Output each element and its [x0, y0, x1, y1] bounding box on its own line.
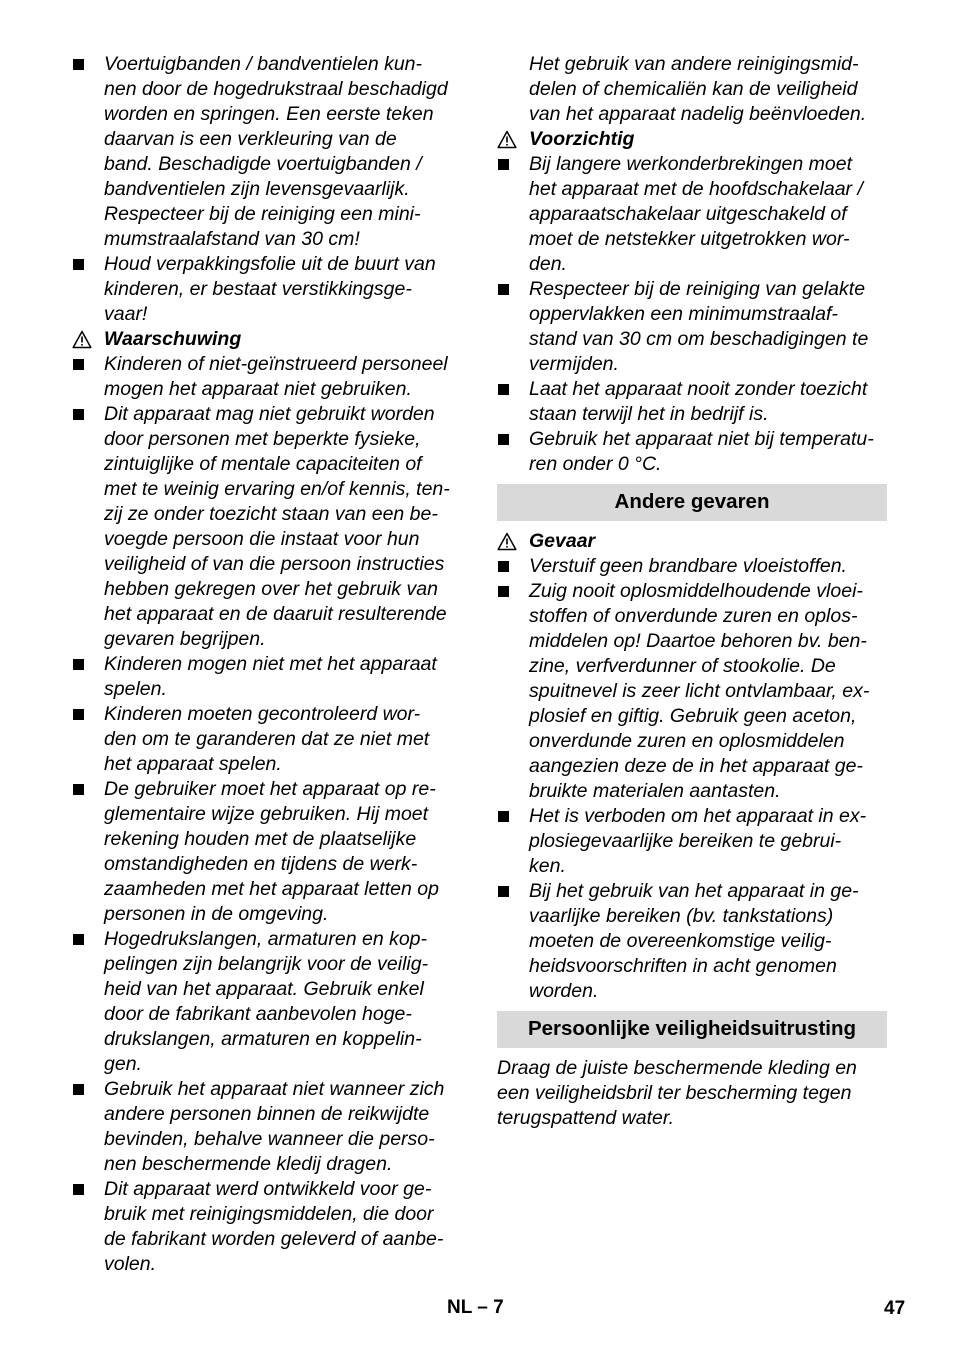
list-item	[72, 402, 462, 652]
text-line: veiligheid of van die persoon instructies	[104, 553, 445, 575]
text-line: bevinden, behalve wanneer die perso-	[104, 1128, 435, 1150]
text-line: volen.	[104, 1253, 157, 1275]
footer-section-label: NL – 7	[447, 1297, 504, 1318]
list-item	[72, 352, 462, 402]
text-line: bandventielen zijn levensgevaarlijk.	[104, 178, 410, 200]
text-line: personen in de omgeving.	[104, 903, 329, 925]
text-line: aangezien deze de in het apparaat ge-	[529, 755, 863, 777]
bullet-square-icon	[73, 409, 84, 420]
text-line: Bij het gebruik van het apparaat in ge-	[529, 880, 859, 902]
bullet-square-icon	[73, 259, 84, 270]
text-line: bruik met reinigingsmiddelen, die door	[104, 1203, 434, 1225]
text-line: glementaire wijze gebruiken. Hij moet	[104, 803, 429, 825]
text-line: het apparaat met de hoofdschakelaar /	[529, 178, 863, 200]
list-item	[497, 579, 887, 804]
text-line: Respecteer bij de reiniging van gelakte	[529, 278, 866, 300]
body-paragraph	[497, 1056, 887, 1131]
text-line: nen beschermende kledij dragen.	[104, 1153, 393, 1175]
text-line: Respecteer bij de reiniging een mini-	[104, 203, 421, 225]
text-line: de fabrikant worden geleverd of aanbe-	[104, 1228, 444, 1250]
list-item	[72, 927, 462, 1077]
bullet-square-icon	[498, 886, 509, 897]
text-line: Draag de juiste beschermende kleding en	[497, 1057, 857, 1079]
text-line: kinderen, er bestaat verstikkingsge-	[104, 278, 412, 300]
list-item	[497, 427, 887, 477]
text-line: hebben gekregen over het gebruik van	[104, 578, 438, 600]
bullet-square-icon	[73, 784, 84, 795]
text-line: middelen op! Daartoe behoren bv. ben-	[529, 630, 867, 652]
text-line: zine, verfverdunner of stookolie. De	[529, 655, 836, 677]
text-line: delen of chemicaliën kan de veiligheid	[529, 78, 858, 100]
list-item	[72, 252, 462, 327]
text-line: door de fabrikant aanbevolen hoge-	[104, 1003, 412, 1025]
text-line: het apparaat en de daaruit resulterende	[104, 603, 447, 625]
page-number: 47	[884, 1298, 906, 1319]
text-line: zintuiglijke of mentale capaciteiten of	[104, 453, 422, 475]
text-line: heid van het apparaat. Gebruik enkel	[104, 978, 424, 1000]
list-item	[497, 152, 887, 277]
bullet-square-icon	[73, 1184, 84, 1195]
text-line: bruikte materialen aantasten.	[529, 780, 781, 802]
section-heading-andere-gevaren: Andere gevaren	[497, 484, 887, 521]
text-line: Dit apparaat werd ontwikkeld voor ge-	[104, 1178, 432, 1200]
bullet-square-icon	[498, 811, 509, 822]
text-line: heidsvoorschriften in acht genomen	[529, 955, 837, 977]
text-line: onverdunde zuren en oplosmiddelen	[529, 730, 845, 752]
text-line: mumstraalafstand van 30 cm!	[104, 228, 360, 250]
text-line: nen door de hogedrukstraal beschadigd	[104, 78, 448, 100]
bullet-square-icon	[498, 434, 509, 445]
text-line: spuitnevel is zeer licht ontvlambaar, ex-	[529, 680, 870, 702]
text-line: met te weinig ervaring en/of kennis, ten-	[104, 478, 450, 500]
bullet-square-icon	[73, 659, 84, 670]
list-item	[72, 652, 462, 702]
text-line: zij ze onder toezicht staan van een be-	[104, 503, 438, 525]
danger-heading	[497, 529, 887, 554]
text-line: Kinderen of niet-geïnstrueerd personeel	[104, 353, 448, 375]
list-item	[497, 277, 887, 377]
text-line: gevaren begrijpen.	[104, 628, 266, 650]
list-item	[497, 804, 887, 879]
bullet-square-icon	[73, 359, 84, 370]
text-line: pelingen zijn belangrijk voor de veilig-	[104, 953, 429, 975]
text-line: den.	[529, 253, 567, 275]
text-line: rekening houden met de plaatselijke	[104, 828, 417, 850]
text-line: vaarlijke bereiken (bv. tankstations)	[529, 905, 834, 927]
text-line: oppervlakken een minimumstraalaf-	[529, 303, 838, 325]
text-line: moet de netstekker uitgetrokken wor-	[529, 228, 850, 250]
caution-label: Voorzichtig	[529, 128, 635, 150]
text-line: Kinderen moeten gecontroleerd wor-	[104, 703, 421, 725]
text-line: vermijden.	[529, 353, 619, 375]
warning-triangle-icon	[72, 330, 92, 349]
caution-heading	[497, 127, 887, 152]
text-line: andere personen binnen de reikwijdte	[104, 1103, 430, 1125]
text-line: gen.	[104, 1053, 142, 1075]
bullet-square-icon	[498, 284, 509, 295]
text-line: Laat het apparaat nooit zonder toezicht	[529, 378, 868, 400]
text-line: Bij langere werkonderbrekingen moet	[529, 153, 853, 175]
text-line: het apparaat spelen.	[104, 753, 282, 775]
text-line: Verstuif geen brandbare vloeistoffen.	[529, 555, 847, 577]
text-line: drukslangen, armaturen en koppelin-	[104, 1028, 422, 1050]
text-line: voegde persoon die instaat voor hun	[104, 528, 420, 550]
text-line: Het gebruik van andere reinigingsmid-	[529, 53, 859, 75]
list-item	[72, 1177, 462, 1277]
text-line: Kinderen mogen niet met het apparaat	[104, 653, 437, 675]
text-line: plosief en giftig. Gebruik geen aceton,	[529, 705, 857, 727]
warning-label: Waarschuwing	[104, 328, 242, 350]
list-item	[72, 777, 462, 927]
text-line: Gebruik het apparaat niet wanneer zich	[104, 1078, 445, 1100]
bullet-square-icon	[498, 384, 509, 395]
text-line: van het apparaat nadelig beënvloeden.	[529, 103, 867, 125]
text-line: worden en springen. Een eerste teken	[104, 103, 434, 125]
text-line: apparaatschakelaar uitgeschakeld of	[529, 203, 847, 225]
text-line: ren onder 0 °C.	[529, 453, 662, 475]
text-line: den om te garanderen dat ze niet met	[104, 728, 430, 750]
bullet-square-icon	[498, 561, 509, 572]
text-line: daarvan is een verkleuring van de	[104, 128, 397, 150]
text-line: Zuig nooit oplosmiddelhoudende vloei-	[529, 580, 863, 602]
bullet-square-icon	[73, 59, 84, 70]
text-line: stoffen of onverdunde zuren en oplos-	[529, 605, 858, 627]
text-line: Hogedrukslangen, armaturen en kop-	[104, 928, 428, 950]
text-line: zaamheden met het apparaat letten op	[104, 878, 439, 900]
text-line: Het is verboden om het apparaat in ex-	[529, 805, 867, 827]
warning-triangle-icon	[497, 532, 517, 551]
bullet-square-icon	[73, 709, 84, 720]
text-line: mogen het apparaat niet gebruiken.	[104, 378, 412, 400]
text-line: Houd verpakkingsfolie uit de buurt van	[104, 253, 436, 275]
text-line: terugspattend water.	[497, 1107, 675, 1129]
warning-heading	[72, 327, 462, 352]
text-line: spelen.	[104, 678, 167, 700]
list-item	[72, 702, 462, 777]
list-item	[72, 1077, 462, 1177]
text-line: moeten de overeenkomstige veilig-	[529, 930, 832, 952]
text-line: De gebruiker moet het apparaat op re-	[104, 778, 436, 800]
text-line: omstandigheden en tijdens de werk-	[104, 853, 418, 875]
text-line: Dit apparaat mag niet gebruikt worden	[104, 403, 435, 425]
danger-label: Gevaar	[529, 530, 596, 552]
text-line: plosiegevaarlijke bereiken te gebrui-	[529, 830, 842, 852]
list-item	[72, 52, 462, 252]
warning-triangle-icon	[497, 130, 517, 149]
text-line: Voertuigbanden / bandventielen kun-	[104, 53, 423, 75]
bullet-square-icon	[73, 934, 84, 945]
list-item	[497, 554, 887, 579]
text-line: door personen met beperkte fysieke,	[104, 428, 421, 450]
text-line: band. Beschadigde voertuigbanden /	[104, 153, 422, 175]
text-line: worden.	[529, 980, 599, 1002]
list-item	[497, 377, 887, 427]
bullet-square-icon	[498, 586, 509, 597]
text-line: ken.	[529, 855, 566, 877]
section-heading-persoonlijke-veiligheidsuitrusting: Persoonlijke veiligheidsuitrusting	[497, 1011, 887, 1048]
bullet-square-icon	[73, 1084, 84, 1095]
text-line: stand van 30 cm om beschadigingen te	[529, 328, 869, 350]
list-item	[497, 879, 887, 1004]
continued-paragraph	[497, 52, 887, 127]
text-line: een veiligheidsbril ter bescherming tegen	[497, 1082, 852, 1104]
right-column	[497, 52, 887, 1131]
text-line: Gebruik het apparaat niet bij temperatu-	[529, 428, 874, 450]
left-column	[72, 52, 462, 1277]
text-line: vaar!	[104, 303, 148, 325]
text-line: staan terwijl het in bedrijf is.	[529, 403, 769, 425]
bullet-square-icon	[498, 159, 509, 170]
